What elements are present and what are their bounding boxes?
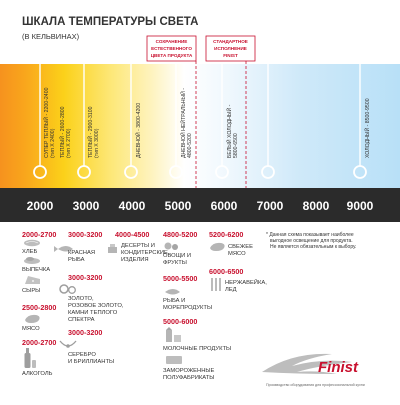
seafood-icon (165, 289, 180, 295)
label-c4-veg-2: ФРУКТЫ (163, 260, 187, 266)
cake-icon (108, 244, 117, 253)
band-label-3a: ТЕПЛЫЙ - 2900-3100 (88, 106, 94, 158)
scale-6000: 6000 (210, 199, 238, 213)
label-c2-gold-4: СПЕКТРА (68, 317, 95, 323)
label-c5-steel-2: ЛЕД (225, 287, 237, 293)
meat-icon (25, 315, 40, 323)
label-c5-meat-2: МЯСО (228, 251, 246, 257)
label-c3-desserts-1: ДЕСЕРТЫ И (121, 243, 155, 249)
band-label-4a: ДНЕВНОЙ - 3800-4200 (136, 102, 142, 158)
column-1 (22, 230, 56, 377)
range-c3-r1: 4000-4500 (115, 230, 150, 239)
label-c2-gold-1: ЗОЛОТО, (68, 296, 94, 302)
label-c4-fish-1: РЫБА И (163, 298, 186, 304)
label-c1-bread: ХЛЕБ (22, 249, 38, 255)
band-label-7a: ХОЛОДНЫЙ - 8500-9500 (365, 98, 371, 158)
finist-logo (262, 354, 365, 387)
cheese-icon (25, 276, 40, 284)
callout-standard-line2: ИСПОЛНЕНИЕ (214, 46, 247, 51)
label-c4-fish-2: МОРЕПРОДУКТЫ (163, 305, 213, 311)
scale-7000: 7000 (256, 199, 284, 213)
label-c2-redfish-2: РЫБА (68, 257, 85, 263)
callout-preserve-line3: ЦВЕТА ПРОДУКТА (150, 53, 193, 58)
scale-2000: 2000 (26, 199, 54, 213)
pastry-icon (24, 257, 40, 264)
milk-icon (166, 327, 181, 342)
label-c2-silver-2: И БРИЛЛИАНТЫ (68, 359, 115, 365)
range-c4-r3: 5000-6000 (163, 317, 198, 326)
frozen-icon (166, 356, 182, 364)
label-c4-frozen-1: ЗАМОРОЖЕННЫЕ (163, 368, 215, 374)
label-c3-desserts-2: КОНДИТЕРСКИЕ (121, 250, 168, 256)
label-c1-pastry: ВЫПЕЧКА (22, 267, 51, 273)
ring-icon (60, 285, 75, 293)
band-label-1b: (тип Х 2400) (50, 128, 56, 158)
vegetables-icon (165, 243, 179, 251)
steak-icon (210, 243, 225, 251)
scale-9000: 9000 (346, 199, 374, 213)
band-label-2a: ТЕПЛЫЙ - 2600-2800 (60, 106, 66, 158)
label-c5-steel-1: НЕРЖАВЕЙКА, (225, 280, 267, 286)
scale-3000: 3000 (72, 199, 100, 213)
disclaimer-note (266, 232, 356, 250)
label-c2-gold-3: КАМНИ ТЕПЛОГО (68, 310, 118, 316)
label-c1-meat: МЯСО (22, 326, 40, 332)
note-line-1: * Данная схема показывает наиболее (266, 232, 354, 238)
scale-4000: 4000 (118, 199, 146, 213)
necklace-icon (60, 341, 76, 348)
range-c2-r2: 3000-3200 (68, 273, 103, 282)
page-title: ШКАЛА ТЕМПЕРАТУРЫ СВЕТА (22, 16, 199, 28)
band-label-6a: БЕЛЫЙ ХОЛОДНЫЙ - (227, 104, 233, 158)
range-c2-r1: 3000-3200 (68, 230, 103, 239)
logo-text: Finist (318, 359, 358, 376)
label-c1-cheese: СЫРЫ (22, 288, 41, 294)
range-c4-r2: 5000-5500 (163, 274, 198, 283)
label-c2-silver-1: СЕРЕБРО (68, 352, 96, 358)
range-c1-r1: 2000-2700 (22, 230, 57, 239)
note-line-2: выгодное освещение для продукта. (270, 238, 353, 244)
range-c1-r3: 2000-2700 (22, 338, 57, 347)
callout-preserve (147, 36, 196, 61)
callout-preserve-line1: СОХРАНЕНИЕ (155, 39, 188, 44)
label-c5-meat-1: СВЕЖЕЕ (228, 244, 254, 250)
callout-standard (206, 36, 255, 61)
band-label-5a: ДНЕВНОЙ НЕЙТРАЛЬНЫЙ - (181, 88, 187, 158)
scale-bar (0, 188, 400, 222)
range-c4-r1: 4800-5200 (163, 230, 198, 239)
label-c4-frozen-2: ПОЛУФАБРИКАТЫ (163, 375, 215, 381)
label-c1-alcohol: АЛКОГОЛЬ (22, 371, 53, 377)
column-3 (108, 230, 168, 263)
column-5 (209, 230, 267, 293)
band-label-5b: 4800-5200 (187, 133, 193, 158)
label-c4-dairy: МОЛОЧНЫЕ ПРОДУКТЫ (163, 346, 232, 352)
band-label-3b: (тип Х 3000) (94, 128, 100, 158)
column-4 (163, 230, 231, 381)
range-c2-r3: 3000-3200 (68, 328, 103, 337)
note-line-3: Не является обязательным к выбору. (270, 244, 357, 250)
range-c1-r2: 2500-2800 (22, 303, 57, 312)
range-c5-r2: 6000-6500 (209, 267, 244, 276)
band-label-1a: СУПЕР ТЕПЛЫЙ - 2200-2400 (44, 87, 50, 158)
band-label-6b: 5800-6500 (233, 133, 239, 158)
label-c2-redfish-1: КРАСНАЯ (68, 250, 96, 256)
scale-5000: 5000 (164, 199, 192, 213)
cutlery-icon (212, 278, 220, 291)
bottle-icon (25, 348, 37, 368)
callout-standard-line1: СТАНДАРТНОЕ (213, 39, 248, 44)
logo-tagline: Производство оборудования для профессиональной кухни (266, 383, 365, 387)
label-c4-veg-1: ОВОЩИ И (163, 253, 192, 259)
label-c3-desserts-3: ИЗДЕЛИЯ (121, 257, 149, 263)
scale-8000: 8000 (302, 199, 330, 213)
page-subtitle: (В КЕЛЬВИНАХ) (22, 32, 80, 41)
label-c2-gold-2: РОЗОВОЕ ЗОЛОТО, (68, 303, 124, 309)
callout-preserve-line2: ЕСТЕСТВЕННОГО (151, 46, 192, 51)
bread-icon (24, 240, 40, 246)
callout-standard-line3: FINIST (223, 53, 238, 58)
range-c5-r1: 5200-6200 (209, 230, 244, 239)
band-label-2b: (тип Х 2700) (66, 128, 72, 158)
